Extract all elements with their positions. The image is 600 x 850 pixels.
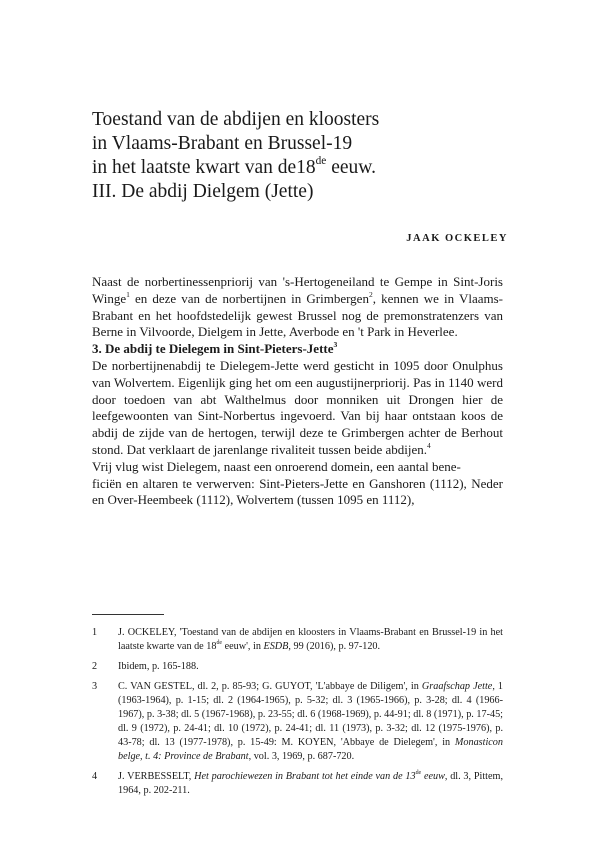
footnote-text: C. VAN GESTEL, dl. 2, p. 85-93; G. GUYOT, 'L'abbaye de Diligem', in Graafschap Jette, 1 (1963-1964), p. 1-15; dl. 2 (1964-1965), p. 5-32; dl. 3 (1965-1966), p. 3-28; dl. 4 (1966-1967), p. 3-38; dl. 5 (1967-1968), p. 23-55; dl. 6 (1968-1969), p. 44-91; dl. 8 (1971), p. 17-45; dl. 9 (1972), p. 24-41; dl. 10 (1972), p. 24-41; dl. 11 (1973), p. 3-32; dl. 12 (1975-1976), p. 43-78; dl. 13 (1977-1978), p. 15-49: M. KOYEN, 'Abbaye de Dielegem', in Monasticon belge, t. 4: Province de Brabant, vol. 3, 1969, p. 687-720. xyxy=(118,681,504,762)
title-line-4: III. De abdij Dielgem (Jette) xyxy=(92,181,314,202)
footnote-ref-1[interactable]: 1 xyxy=(126,289,130,299)
footnote-text: J. VERBESSELT, Het parochiewezen in Brabant tot het einde van de 13de eeuw, dl. 3, Pittem, 1964, p. 202-211. xyxy=(118,770,503,796)
footnote-ref-4[interactable]: 4 xyxy=(427,440,431,450)
footnote-ref-3[interactable]: 3 xyxy=(333,340,338,350)
footnote-number: 1 xyxy=(92,627,98,638)
footnote-item xyxy=(92,660,503,674)
footnote-item xyxy=(92,626,503,654)
footnote-text: Ibidem, p. 165-188. xyxy=(118,661,199,672)
author-name: JAAK OCKELEY xyxy=(406,233,508,244)
footnote-number: 4 xyxy=(92,771,98,782)
article-body xyxy=(92,274,503,509)
footnotes xyxy=(92,626,503,804)
footnote-ref-2[interactable]: 2 xyxy=(368,289,373,299)
footnote-item xyxy=(92,680,503,764)
title-line-2: in Vlaams-Brabant en Brussel-19 xyxy=(92,133,353,154)
intro-paragraph: Naast de norbertinessenpriorij van 's-Hertogeneiland te Gempe in Sint-Joris Winge$^1$ en deze van de norbertijnen in Grimbergen$^2$, kennen we in Vlaams-Brabant en het hoofdstedelijk gewest Brussel nog de premonstratenzers van Berne in Vilvoorde, Dielgem in Jette, Averbode en 't Park in Heverlee. xyxy=(92,274,503,340)
article-title xyxy=(92,108,532,204)
footnote-number: 2 xyxy=(92,661,98,672)
footnote-text: J. OCKELEY, 'Toestand van de abdijen en kloosters in Vlaams-Brabant en Brussel-19 in het laatste kwarte van de 18de eeuw', in ESDB, 99 (2016), p. 97-120. xyxy=(118,627,503,652)
section-heading: 3. De abdij te Dielegem in Sint-Pieters-Jette$^3$ xyxy=(92,340,338,357)
footnote-divider xyxy=(92,614,164,615)
title-line-3: in het laatste kwart van de18de eeuw. xyxy=(92,155,376,178)
footnote-number: 3 xyxy=(92,681,98,692)
title-line-1: Toestand van de abdijen en kloosters xyxy=(92,109,380,130)
section-paragraph-2: Vrij vlug wist Dielegem, naast een onroerend domein, een aantal bene- ficiën en altaren te verwerven: Sint-Pieters-Jette en Ganshoren (1112), Neder en Over-Heembeek (1112), Wolvertem (tussen 1095 en 1112), xyxy=(92,458,503,508)
footnote-item xyxy=(92,770,503,798)
section-paragraph-1: De norbertijnenabdij te Dielegem-Jette werd gesticht in 1095 door Onulphus van Wolvertem. Eigenlijk ging het om een augustijnerpriorij. Pas in 1140 werd door toedoen van abt Walthelmus door monniken uit Drongen hier de leefgewoonten van Sint-Norbertus ingevoerd. Van bij haar ontstaan koos de abdij de zijde van de hertogen, terwijl deze te Grimbergen achter de Berhout stond. Dat verklaart de jarenlange rivaliteit tussen beide abdijen.$^4$ xyxy=(92,357,503,457)
